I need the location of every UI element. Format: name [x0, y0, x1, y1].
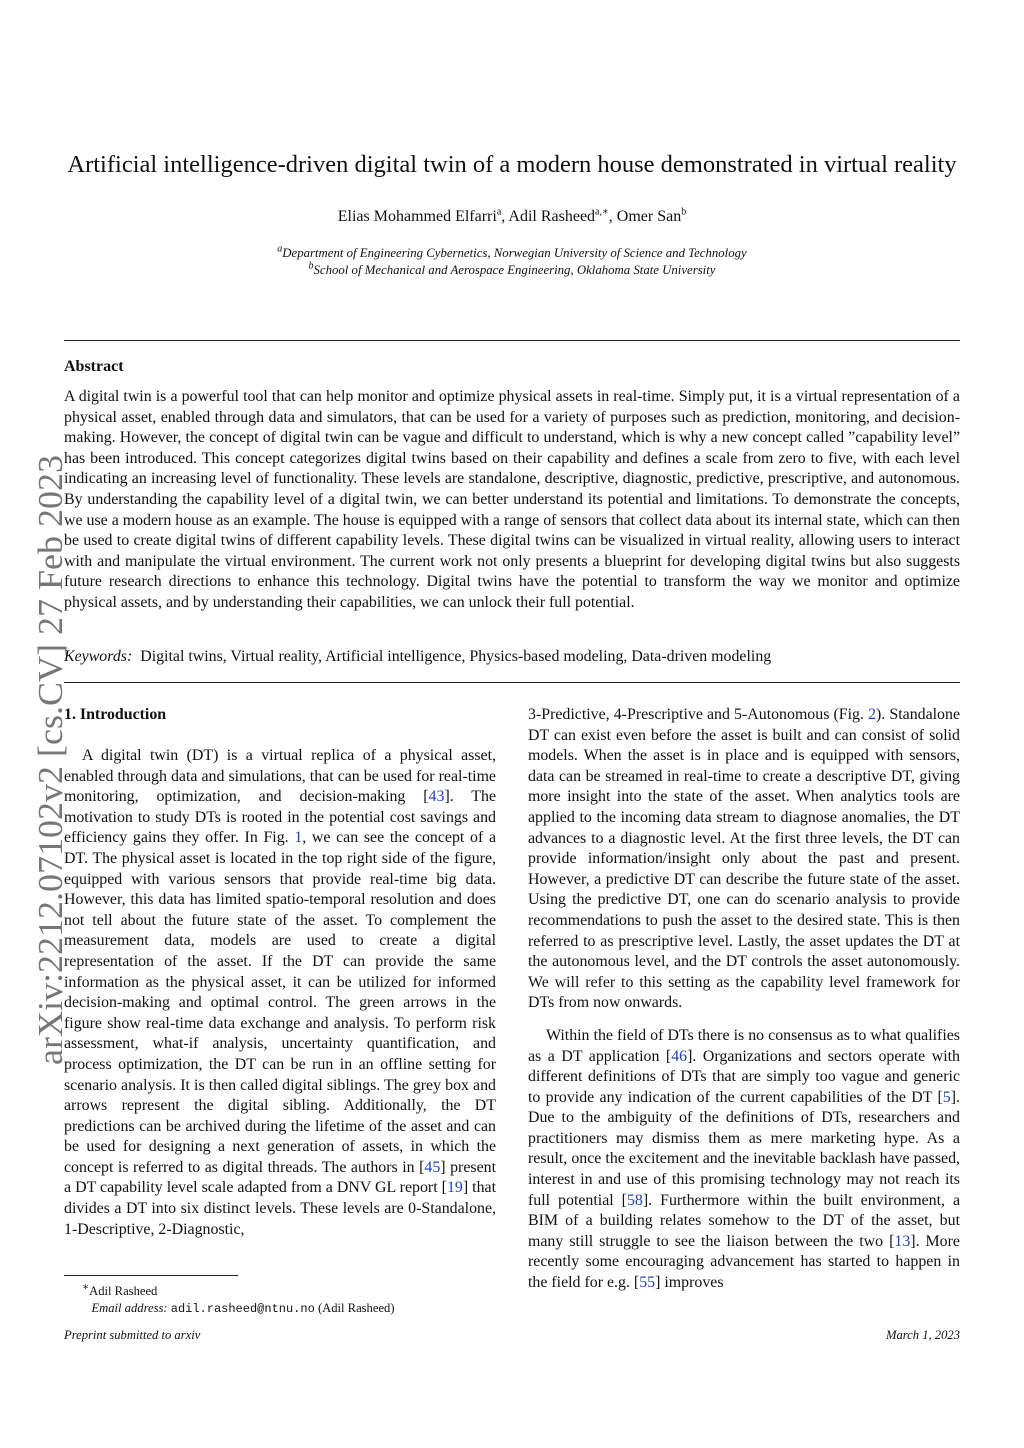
- footnote-divider: [64, 1275, 238, 1276]
- intro-paragraph-1-continued: 3-Predictive, 4-Prescriptive and 5-Autonomous (Fig. 2). Standalone DT can exist even before the asset is built and can consist of solid models. When the asset is in place and is equipped with sensors, data can be streamed in real-time to create a descriptive DT, giving more insight into the state of the asset. When analytics tools are applied to the incoming data stream to diagnose anomalies, the DT advances to a diagnostic level. At the first three levels, the DT can provide information/insight only about the past and present. However, a predictive DT can describe the future state of the asset. Using the predictive DT, one can do scenario analysis to provide recommendations to push the asset to the desired state. This is then referred to as prescriptive level. Lastly, the asset updates the DT at the autonomous level, and the DT controls the asset autonomously. We will refer to this setting as the capability level framework for DTs from now onwards.: [528, 706, 960, 1012]
- citation-link[interactable]: 43: [428, 788, 445, 806]
- author-list: Elias Mohammed Elfarri$^a$, Adil Rasheed$^{a,∗}$, Omer San$^b$: [337, 206, 687, 225]
- author-affiliation-mark: a: [496, 206, 502, 218]
- figure-link[interactable]: 1: [294, 829, 303, 847]
- affiliation-a: $^a$Department of Engineering Cybernetics, Norwegian University of Science and Technology: [277, 243, 747, 260]
- affiliations: [64, 245, 960, 278]
- author-name: Omer San: [616, 208, 682, 225]
- keywords-label: Keywords:: [64, 648, 133, 665]
- citation-link[interactable]: 19: [446, 1179, 463, 1197]
- abstract-bottom-divider: [64, 682, 960, 683]
- intro-paragraph-1: A digital twin (DT) is a virtual replica of a physical asset, enabled through data and simulations, that can be used for real-time monitoring, optimization, and decision-making [43]. The motivation to study DTs is rooted in the potential cost savings and efficiency gains they offer. In Fig. 1, we can see the concept of a DT. The physical asset is located in the top right side of the figure, equipped with various sensors that provide real-time big data. However, this data has limited spatio-temporal resolution and does not tell about the future state of the asset. To complement the measurement data, models are used to create a digital representation of the asset. If the DT can provide the same information as the physical asset, it can be utilized for informed decision-making and optimal control. The green arrows in the figure show real-time data exchange and analysis. To perform risk assessment, what-if analysis, uncertainty quantification, and process optimization, the DT can be run in an offline setting for scenario analysis. It is then called digital siblings. The grey box and arrows represent the digital sibling. Additionally, the DT predictions can be archived during the lifetime of the asset and can be used for designing a next generation of assets, in which the concept is referred to as digital threads. The authors in [45] present a DT capability level scale adapted from a DNV GL report [19] that divides a DT into six distinct levels. These levels are 0-Standalone, 1-Descriptive, 2-Diagnostic,: [64, 747, 496, 1238]
- footer-date: March 1, 2023: [885, 1328, 960, 1342]
- affiliation-b: $^b$School of Mechanical and Aerospace Engineering, Oklahoma State University: [308, 260, 716, 277]
- keywords-list: Digital twins, Virtual reality, Artificial intelligence, Physics-based modeling, Data-driven modeling: [140, 648, 772, 665]
- keywords: [64, 646, 960, 667]
- author-affiliation-mark: b: [681, 206, 687, 218]
- figure-link[interactable]: 2: [868, 706, 877, 723]
- intro-paragraph-2: Within the field of DTs there is no consensus as to what qualifies as a DT application [46]. Organizations and sectors operate with different definitions of DTs that are simply too vague and generic to provide any indication of the current capabilities of the DT [5]. Due to the ambiguity of the definitions of DTs, researchers and practitioners may dismiss them as mere marketing hype. As a result, once the excitement and the inevitable backlash have passed, interest in and use of this promising technology may not reach its full potential [58]. Furthermore within the built environment, a BIM of a building relates somehow to the DT of the asset, but many still struggle to see the liaison between the two [13]. More recently some encouraging advancement has started to happen in the field for e.g. [55] improves: [528, 1026, 961, 1292]
- author-name: Adil Rasheed: [508, 208, 596, 225]
- footnote: [64, 1279, 496, 1318]
- footer-preprint-note: Preprint submitted to arxiv: [64, 1328, 201, 1342]
- top-divider: [64, 340, 960, 341]
- email-link[interactable]: adil.rasheed@ntnu.no: [170, 1302, 315, 1317]
- citation-link[interactable]: 46: [671, 1047, 688, 1065]
- intro-paragraph-1-split-end: ] that divides a DT into six distinct levels. These levels are 0-Standalone, 1-Descriptive, 2-Diagnostic,: [64, 1179, 496, 1238]
- right-column: [528, 705, 960, 1294]
- intro-paragraph-1-split-start: 3-Predictive, 4-Prescriptive and 5-Autonomous (Fig.: [528, 706, 869, 723]
- section-heading-introduction: 1. Introduction: [64, 706, 167, 723]
- abstract-body: A digital twin is a powerful tool that can help monitor and optimize physical assets in real-time. Simply put, it is a virtual representation of a physical asset, enabled through data and simulators, that can be used for a variety of purposes such as prediction, monitoring, and decision-making. However, the concept of digital twin can be vague and difficult to understand, which is why a new concept called ”capability level” has been introduced. This concept categorizes digital twins based on their capability and defines a scale from zero to five, with each level indicating an increasing level of functionality. These levels are standalone, descriptive, diagnostic, predictive, prescriptive, and autonomous. By understanding the capability level of a digital twin, we can better understand its potential and limitations. To demonstrate the concepts, we use a modern house as an example. The house is equipped with a range of sensors that collect data about its internal state, which can then be used to create digital twins of different capability levels. These digital twins can be visualized in virtual reality, allowing users to interact with and manipulate the virtual environment. The current work not only presents a blueprint for developing digital twins but also suggests future research directions to enhance this technology. Digital twins have the potential to transform the way we monitor and optimize physical assets, and by understanding their capabilities, we can unlock their full potential.: [64, 388, 960, 611]
- paper-title: Artificial intelligence-driven digital twin of a modern house demonstrated in virtual reality: [67, 151, 957, 178]
- author-name: Elias Mohammed Elfarri: [337, 208, 497, 225]
- citation-link[interactable]: 45: [424, 1158, 441, 1176]
- left-column: [64, 705, 496, 1240]
- citation-link[interactable]: 13: [894, 1232, 911, 1250]
- citation-link[interactable]: 58: [626, 1191, 643, 1209]
- citation-link[interactable]: 5: [942, 1088, 951, 1106]
- citation-link[interactable]: 55: [639, 1274, 656, 1292]
- abstract-heading: Abstract: [64, 358, 124, 375]
- footnote-email: Email address: adil.rasheed@ntnu.no (Adil Rasheed): [91, 1301, 395, 1317]
- footnote-corresponding-author: ∗Adil Rasheed: [82, 1282, 158, 1299]
- author-affiliation-mark: a,∗: [595, 206, 609, 218]
- arxiv-identifier-text: arXiv:2212.07102v2 [cs.CV] 27 Feb 2023: [31, 471, 70, 1065]
